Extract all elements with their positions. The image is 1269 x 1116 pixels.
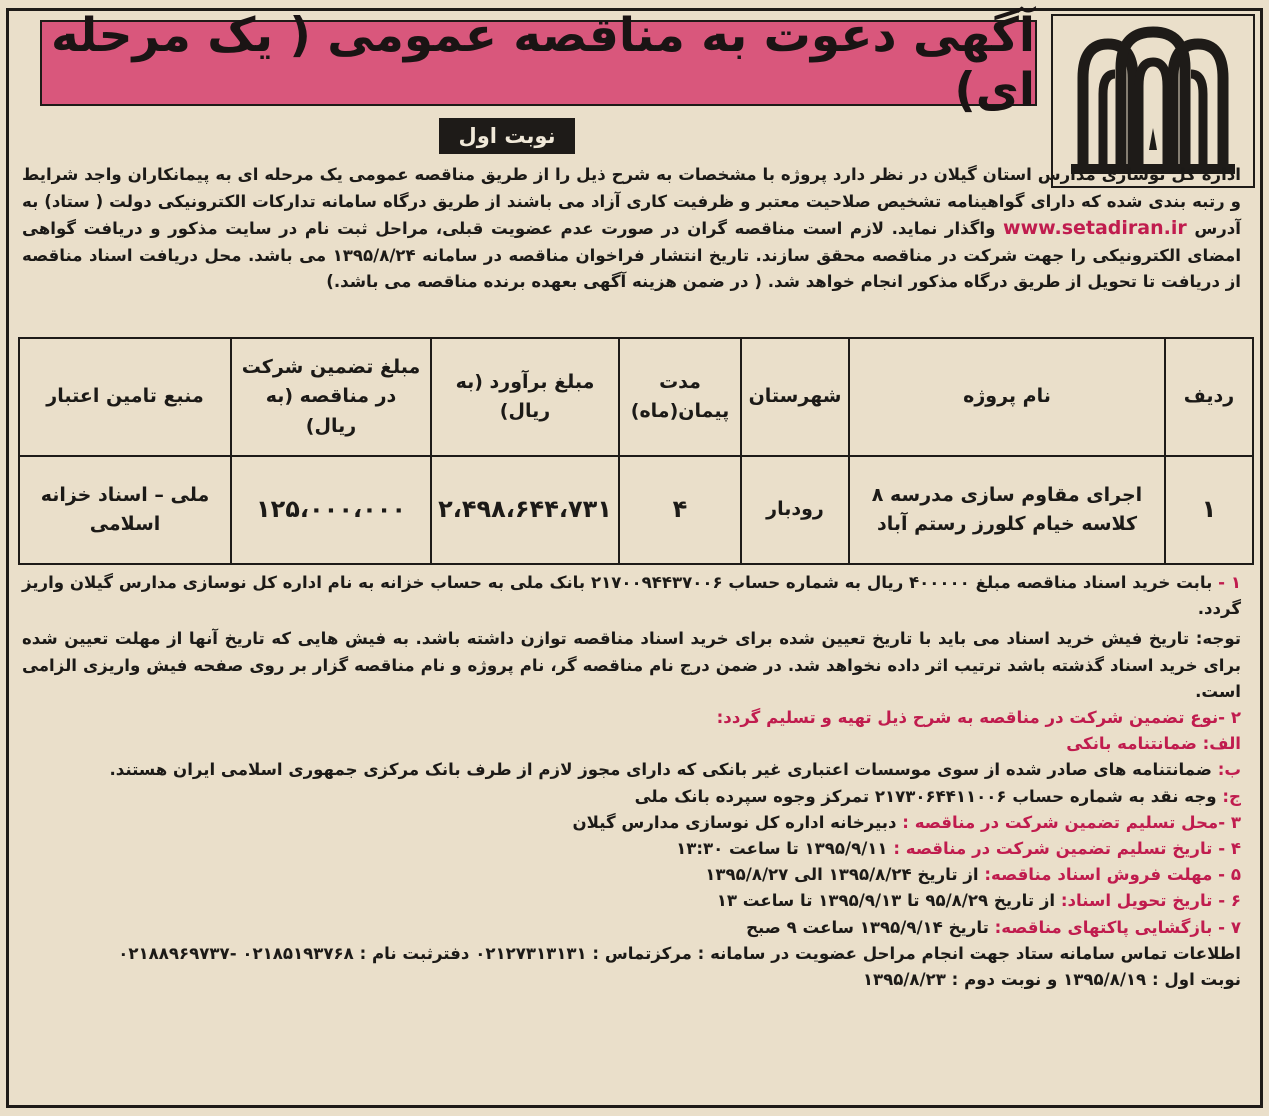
note-7: [22, 915, 1241, 941]
note-2c: [22, 784, 1241, 810]
note-3-label: ۳ -محل تسلیم تضمین شرکت در مناقصه :: [902, 812, 1241, 832]
note-1: [22, 570, 1241, 622]
school-renovation-logo-icon: [1053, 16, 1253, 186]
cell-city: رودبار: [741, 456, 849, 564]
note-3-text: دبیرخانه اداره کل نوسازی مدارس گیلان: [572, 812, 897, 832]
note-6: [22, 888, 1241, 914]
header-estimate: مبلغ برآورد (به ریال): [431, 338, 619, 456]
note-5-text: از تاریخ ۱۳۹۵/۸/۲۴ الی ۱۳۹۵/۸/۲۷: [705, 865, 979, 885]
note-7-text: تاریخ ۱۳۹۵/۹/۱۴ ساعت ۹ صبح: [746, 917, 989, 937]
contact-info: اطلاعات تماس سامانه ستاد جهت انجام مراحل عضویت در سامانه : مرکزتماس : ۰۲۱۲۷۳۱۳۱۳۱ دفترثبت نام : ۰۲۱۸۵۱۹۳۷۶۸ -۰۲۱۸۸۹۶۹۷۳۷: [118, 943, 1241, 963]
note-6-label: ۶ - تاریخ تحویل اسناد:: [1060, 891, 1241, 911]
header-duration: مدت پیمان(ماه): [619, 338, 741, 456]
note-2-guarantee-type: ۲ -نوع تضمین شرکت در مناقصه به شرح ذیل تهیه و تسلیم گردد:: [716, 708, 1241, 728]
note-1-number: ۱ -: [1218, 573, 1241, 592]
note-4: [22, 836, 1241, 862]
note-attention: توجه: تاریخ فیش خرید اسناد می باید با تاریخ تعیین شده برای خرید اسناد مناقصه توازن داشته باشد. به فیش هایی که تاریخ آنها از مهلت تعیین شده برای خرید اسناد گذشته باشد ترتیب اثر داده نخواهد شد. در ضمن درج نام مناقصه گر، نام پروژه و نام مناقصه گزار بر روی صفحه فیش واریزی الزامی است.: [22, 629, 1241, 701]
note-2c-label: ج:: [1222, 786, 1241, 806]
header-row-number: ردیف: [1165, 338, 1253, 456]
intro-text-2: واگذار نماید. لازم است مناقصه گران در صورت عدم عضویت قبلی، مراحل ثبت نام در سایت مذکور و دریافت گواهی امضای الکترونیکی را جهت شرکت در مناقصه محقق سازند. تاریخ انتشار فراخوان مناقصه در سامانه ۱۳۹۵/۸/۲۴ می باشد. محل دریافت اسناد مناقصه از دریافت تا تحویل از طریق درگاه مذکور انجام خواهد شد. ( در ضمن هزینه آگهی بعهده برنده مناقصه می باشد.): [22, 219, 1242, 291]
intro-text-1: اداره کل نوسازی مدارس استان گیلان در نظر دارد پروژه با مشخصات به شرح ذیل را از طریق مناقصه عمومی یک مرحله ای به پیمانکاران واجد شرایط و رتبه بندی شده که دارای گواهینامه تشخیص صلاحیت معتبر و ظرفیت کاری آزاد می باشند از طریق درگاه سامانه تدارکات الکترونیکی دولت ( ستاد) به آدرس: [22, 165, 1241, 238]
table-row: [19, 456, 1253, 564]
table-header-row: [19, 338, 1253, 456]
note-6-text: از تاریخ ۹۵/۸/۲۹ تا ۱۳۹۵/۹/۱۳ تا ساعت ۱۳: [716, 891, 1056, 911]
setad-url-link[interactable]: www.setadiran.ir: [1003, 217, 1187, 239]
note-2c-text: وجه نقد به شماره حساب ۲۱۷۳۰۶۴۴۱۱۰۰۶ تمرکز وجوه سپرده بانک ملی: [634, 786, 1217, 806]
publication-round-badge: نوبت اول: [439, 118, 575, 154]
note-2a: الف: ضمانتنامه بانکی: [1066, 734, 1241, 754]
header-project-name: نام پروژه: [849, 338, 1165, 456]
cell-project-name: اجرای مقاوم سازی مدرسه ۸ کلاسه خیام کلورز رستم آباد: [849, 456, 1165, 564]
intro-paragraph: [22, 162, 1241, 296]
cell-funding-source: ملی – اسناد خزانه اسلامی: [19, 456, 231, 564]
note-2b-text: ضمانتنامه های صادر شده از سوی موسسات اعتباری غیر بانکی که دارای مجوز لازم از طرف بانک مرکزی جمهوری اسلامی ایران هستند.: [109, 760, 1212, 780]
title-banner: [40, 8, 1037, 118]
header-guarantee: مبلغ تضمین شرکت در مناقصه (به ریال): [231, 338, 431, 456]
cell-estimate: ۲،۴۹۸،۶۴۴،۷۳۱: [431, 456, 619, 564]
note-5-label: ۵ - مهلت فروش اسناد مناقصه:: [984, 865, 1241, 885]
note-1-text: بابت خرید اسناد مناقصه مبلغ ۴۰۰۰۰۰ ریال به شماره حساب ۲۱۷۰۰۹۴۴۳۷۰۰۶ بانک ملی به حساب خزانه به نام اداره کل نوسازی مدارس گیلان واریز گردد.: [22, 573, 1241, 619]
conditions-section: [22, 570, 1241, 993]
cell-row-number: ۱: [1165, 456, 1253, 564]
header-city: شهرستان: [741, 338, 849, 456]
cell-guarantee: ۱۲۵،۰۰۰،۰۰۰: [231, 456, 431, 564]
note-2b-label: ب:: [1217, 760, 1241, 780]
note-5: [22, 862, 1241, 888]
tender-table: [18, 337, 1254, 565]
note-2b: [22, 757, 1241, 783]
note-3: [22, 810, 1241, 836]
note-4-label: ۴ - تاریخ تسلیم تضمین شرکت در مناقصه :: [893, 839, 1241, 859]
note-7-label: ۷ - بازگشایی پاکتهای مناقصه:: [994, 917, 1241, 937]
note-4-text: ۱۳۹۵/۹/۱۱ تا ساعت ۱۳:۳۰: [676, 839, 888, 859]
cell-duration: ۴: [619, 456, 741, 564]
publication-dates: نوبت اول : ۱۳۹۵/۸/۱۹ و نوبت دوم : ۱۳۹۵/۸/۲۳: [862, 970, 1241, 990]
notice-title: آگهی دعوت به مناقصه عمومی ( یک مرحله ای): [50, 8, 1035, 118]
header-funding-source: منبع تامین اعتبار: [19, 338, 231, 456]
